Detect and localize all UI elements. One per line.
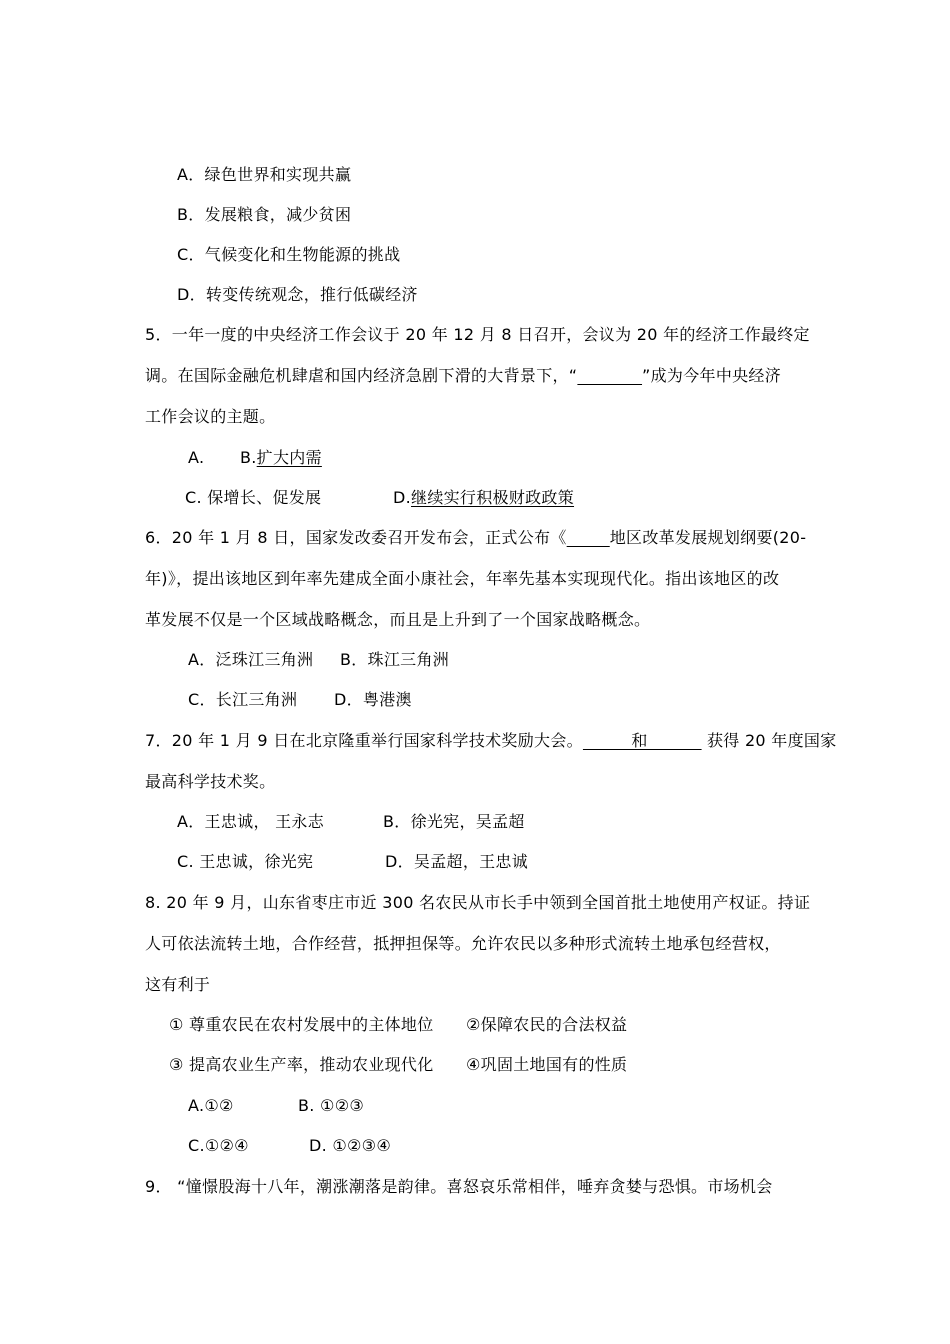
q8-item-2: ②保障农民的合法权益 — [466, 1015, 628, 1034]
q5-option-d — [393, 488, 574, 508]
q5-option-b — [240, 448, 322, 468]
q7-option-a: A．王忠诚， 王永志 — [177, 812, 325, 831]
q5-line-2-before: 调。在国际金融危机肆虐和国内经济急剧下滑的大背景下，“ — [145, 366, 578, 385]
q5-option-d-prefix: D. — [393, 488, 412, 507]
q6-blank — [567, 528, 610, 547]
q7-line-1-before: 7．20 年 1 月 9 日在北京隆重举行国家科学技术奖励大会。 — [145, 731, 583, 750]
q8-option-b: B. ①②③ — [298, 1096, 364, 1115]
q4-option-d: D．转变传统观念，推行低碳经济 — [177, 285, 418, 304]
q6-option-d: D．粤港澳 — [334, 690, 412, 709]
q8-item-3: ③ 提高农业生产率，推动农业现代化 — [169, 1055, 434, 1074]
q8-option-d: D. ①②③④ — [309, 1136, 391, 1155]
q8-line-3: 这有利于 — [145, 975, 211, 994]
q7-line-1-after: 获得 20 年度国家 — [701, 731, 837, 750]
q8-item-1: ① 尊重农民在农村发展中的主体地位 — [169, 1015, 434, 1034]
q5-option-b-prefix: B. — [240, 448, 257, 467]
q7-option-d: D．吴孟超，王忠诚 — [385, 852, 529, 871]
q6-option-c: C．长江三角洲 — [188, 690, 298, 709]
q7-option-b: B．徐光宪，吴孟超 — [383, 812, 525, 831]
q6-option-b: B．珠江三角洲 — [340, 650, 450, 669]
q8-line-1: 8. 20 年 9 月，山东省枣庄市近 300 名农民从市长手中领到全国首批土地使用产权证。持证 — [145, 893, 811, 912]
q6-line-1-before: 6．20 年 1 月 8 日，国家发改委召开发布会，正式公布《 — [145, 528, 567, 547]
q5-option-b-text: 扩大内需 — [256, 448, 322, 467]
q7-option-c: C. 王忠诚，徐光宪 — [177, 852, 314, 871]
q6-line-3: 革发展不仅是一个区域战略概念，而且是上升到了一个国家战略概念。 — [145, 610, 651, 629]
q5-option-d-text: 继续实行积极财政政策 — [411, 488, 575, 507]
q9-line-1: 9． “憧憬股海十八年，潮涨潮落是韵律。喜怒哀乐常相伴，唾弃贪婪与恐惧。市场机会 — [145, 1177, 773, 1196]
q4-option-a: A．绿色世界和实现共赢 — [177, 165, 352, 184]
q4-option-b: B．发展粮食，减少贫困 — [177, 205, 352, 224]
q5-option-c: C. 保增长、促发展 — [185, 488, 322, 507]
q5-line-2-after: ”成为今年中央经济 — [642, 366, 782, 385]
q6-line-2: 年)》，提出该地区到年率先建成全面小康社会，年率先基本实现现代化。指出该地区的改 — [145, 569, 780, 588]
q5-line-2 — [145, 366, 781, 386]
q7-blank: 和 — [582, 731, 702, 750]
q8-item-4: ④巩固土地国有的性质 — [466, 1055, 628, 1074]
q8-option-a: A.①② — [188, 1096, 234, 1115]
q7-line-1 — [145, 731, 837, 751]
q8-line-2: 人可依法流转土地，合作经营，抵押担保等。允许农民以多种形式流转土地承包经营权， — [145, 934, 781, 953]
q8-option-c: C.①②④ — [188, 1136, 249, 1155]
q7-line-2: 最高科学技术奖。 — [145, 772, 276, 791]
q6-option-a: A．泛珠江三角洲 — [188, 650, 314, 669]
q5-option-a: A. — [188, 448, 205, 467]
q6-line-1-after: 地区改革发展规划纲要(20- — [609, 528, 807, 547]
q5-line-1: 5．一年一度的中央经济工作会议于 20 年 12 月 8 日召开，会议为 20 年的经济工作最终定 — [145, 325, 810, 344]
q5-line-3: 工作会议的主题。 — [145, 407, 276, 426]
q4-option-c: C．气候变化和生物能源的挑战 — [177, 245, 401, 264]
q6-line-1 — [145, 528, 806, 548]
q5-blank — [577, 366, 642, 385]
